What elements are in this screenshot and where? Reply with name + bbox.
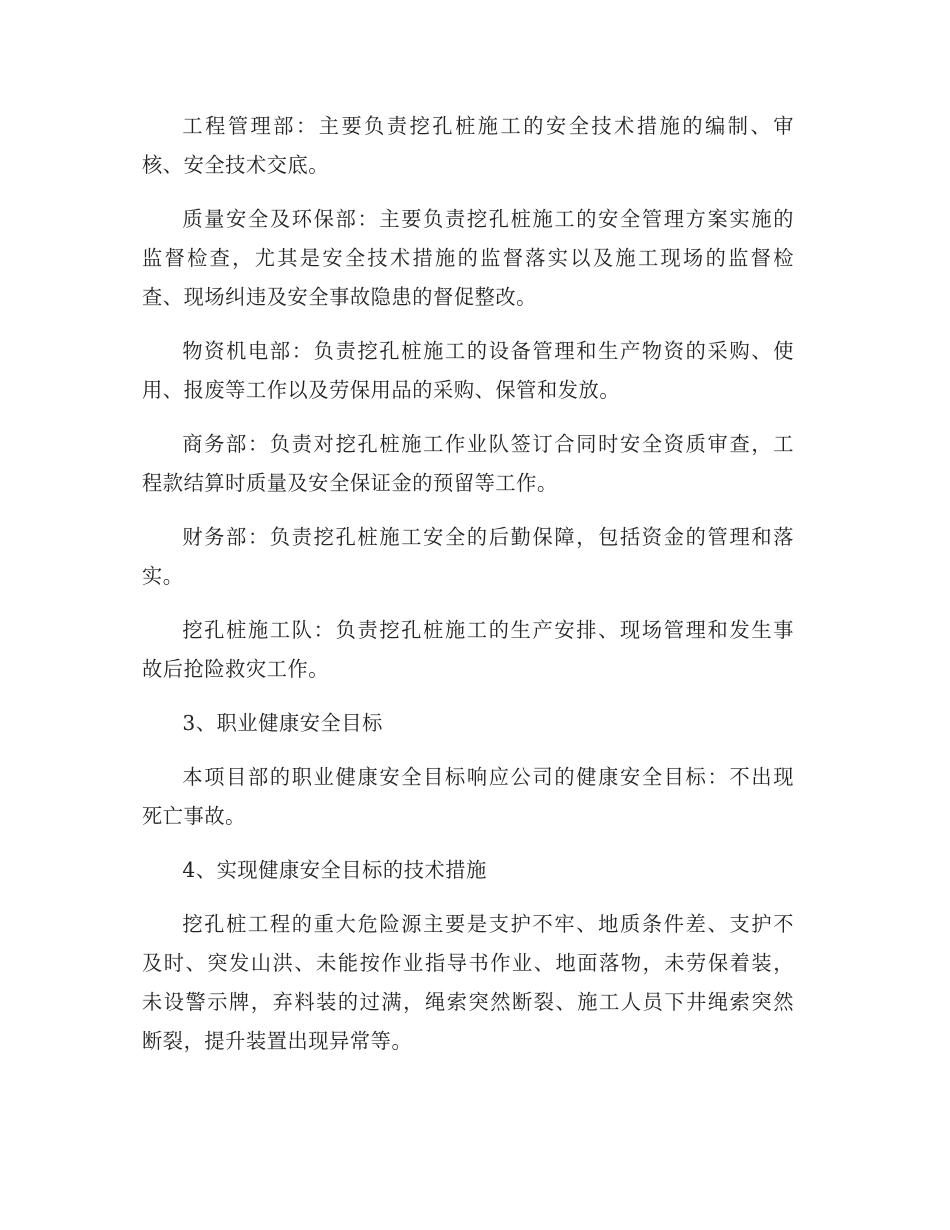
paragraph-line: 工程管理部：主要负责挖孔桩施工的安全技术措施的编制、审: [182, 114, 794, 138]
paragraph-line: 断裂，提升装置出现异常等。: [142, 1029, 413, 1053]
paragraph-line: 财务部：负责挖孔桩施工安全的后勤保障，包括资金的管理和落: [182, 525, 794, 549]
paragraph-line: 程款结算时质量及安全保证金的预留等工作。: [142, 471, 558, 495]
paragraph-commerce-dept: [142, 425, 794, 503]
paragraph-line: 质量安全及环保部：主要负责挖孔桩施工的安全管理方案实施的: [182, 207, 794, 231]
paragraph-line: 实。: [142, 564, 184, 588]
paragraph-quality-safety-dept: [142, 200, 794, 317]
paragraph-line: 未设警示牌，弃料装的过满，绳索突然断裂、施工人员下井绳索突然: [142, 990, 794, 1014]
paragraph-finance-dept: [142, 518, 794, 596]
paragraph-materials-dept: [142, 332, 794, 410]
section-heading-technical-measures: [142, 851, 794, 890]
paragraph-line: 查、现场纠违及安全事故隐患的督促整改。: [142, 285, 537, 309]
paragraph-line: 挖孔桩工程的重大危险源主要是支护不牢、地质条件差、支护不: [182, 912, 794, 936]
paragraph-safety-goal: [142, 758, 794, 836]
paragraph-line: 用、报废等工作以及劳保用品的采购、保管和发放。: [142, 378, 621, 402]
paragraph-line: 监督检查，尤其是安全技术措施的监督落实以及施工现场的监督检: [142, 246, 794, 270]
paragraph-line: 商务部：负责对挖孔桩施工作业队签订合同时安全资质审查，工: [182, 432, 794, 456]
paragraph-line: 挖孔桩施工队：负责挖孔桩施工的生产安排、现场管理和发生事: [182, 618, 794, 642]
heading-line: 4、实现健康安全目标的技术措施: [182, 858, 487, 882]
document-body: [142, 107, 794, 1076]
paragraph-line: 本项目部的职业健康安全目标响应公司的健康安全目标：不出现: [182, 765, 794, 789]
paragraph-line: 核、安全技术交底。: [142, 153, 330, 177]
paragraph-hazard-sources: [142, 905, 794, 1061]
paragraph-line: 及时、突发山洪、未能按作业指导书作业、地面落物，未劳保着装，: [142, 951, 794, 975]
paragraph-line: 物资机电部：负责挖孔桩施工的设备管理和生产物资的采购、使: [182, 339, 794, 363]
paragraph-pile-team: [142, 611, 794, 689]
heading-line: 3、职业健康安全目标: [182, 711, 383, 735]
section-heading-safety-goal: [142, 704, 794, 743]
paragraph-engineering-dept: [142, 107, 794, 185]
paragraph-line: 死亡事故。: [142, 804, 246, 828]
paragraph-line: 故后抢险救灾工作。: [142, 657, 330, 681]
